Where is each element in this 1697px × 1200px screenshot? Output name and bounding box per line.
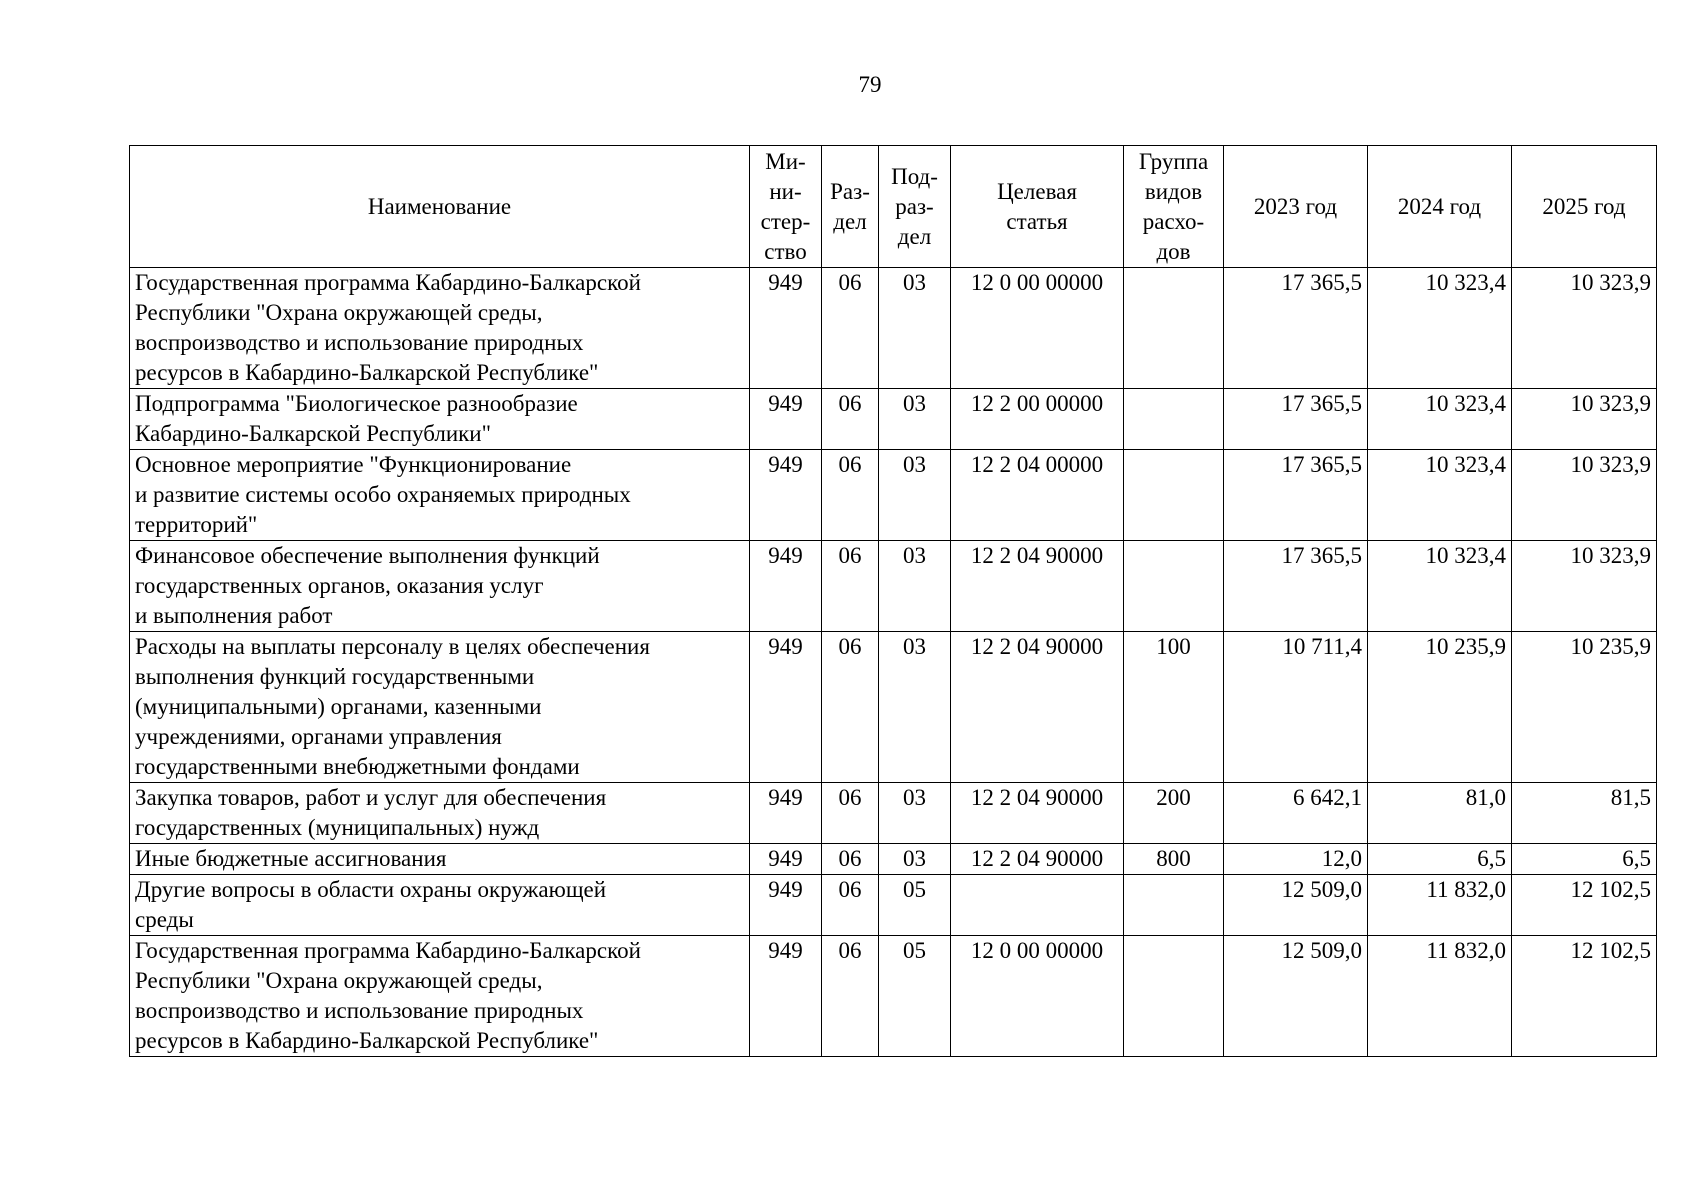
cell-name: Государственная программа Кабардино-Балкарской Республики "Охрана окружающей среды, воспроизводство и использование природных ресурсов в Кабардино-Балкарской Республике"	[130, 936, 750, 1057]
cell-group	[1124, 936, 1224, 1057]
header-section: Раз- дел	[822, 146, 879, 268]
table-row	[130, 632, 1657, 783]
cell-2025: 10 323,9	[1512, 450, 1657, 541]
cell-2023: 17 365,5	[1224, 389, 1368, 450]
budget-table	[129, 145, 1657, 1057]
cell-subsection: 03	[879, 450, 951, 541]
cell-name: Иные бюджетные ассигнования	[130, 844, 750, 875]
cell-subsection: 05	[879, 875, 951, 936]
cell-ministry: 949	[750, 875, 822, 936]
cell-2024: 10 323,4	[1368, 389, 1512, 450]
table-row	[130, 844, 1657, 875]
cell-target: 12 2 00 00000	[951, 389, 1124, 450]
cell-target: 12 2 04 00000	[951, 450, 1124, 541]
cell-2023: 12 509,0	[1224, 936, 1368, 1057]
cell-group	[1124, 541, 1224, 632]
cell-subsection: 03	[879, 541, 951, 632]
cell-name: Государственная программа Кабардино-Балкарской Республики "Охрана окружающей среды, воспроизводство и использование природных ресурсов в Кабардино-Балкарской Республике"	[130, 268, 750, 389]
cell-subsection: 03	[879, 389, 951, 450]
cell-2023: 10 711,4	[1224, 632, 1368, 783]
cell-2023: 17 365,5	[1224, 541, 1368, 632]
cell-target: 12 2 04 90000	[951, 844, 1124, 875]
cell-name: Другие вопросы в области охраны окружающей среды	[130, 875, 750, 936]
header-2024: 2024 год	[1368, 146, 1512, 268]
cell-target: 12 2 04 90000	[951, 541, 1124, 632]
header-target: Целевая статья	[951, 146, 1124, 268]
cell-2025: 10 323,9	[1512, 389, 1657, 450]
cell-2023: 6 642,1	[1224, 783, 1368, 844]
cell-ministry: 949	[750, 844, 822, 875]
cell-ministry: 949	[750, 783, 822, 844]
header-row	[130, 146, 1657, 268]
cell-2025: 12 102,5	[1512, 936, 1657, 1057]
cell-group	[1124, 268, 1224, 389]
cell-2023: 12,0	[1224, 844, 1368, 875]
cell-name: Финансовое обеспечение выполнения функций государственных органов, оказания услуг и выполнения работ	[130, 541, 750, 632]
cell-subsection: 03	[879, 632, 951, 783]
header-ministry: Ми- ни- стер- ство	[750, 146, 822, 268]
cell-target: 12 0 00 00000	[951, 936, 1124, 1057]
cell-2023: 17 365,5	[1224, 268, 1368, 389]
cell-subsection: 03	[879, 783, 951, 844]
cell-2025: 81,5	[1512, 783, 1657, 844]
cell-section: 06	[822, 844, 879, 875]
cell-group	[1124, 450, 1224, 541]
cell-2024: 11 832,0	[1368, 875, 1512, 936]
cell-ministry: 949	[750, 389, 822, 450]
cell-section: 06	[822, 389, 879, 450]
cell-group: 800	[1124, 844, 1224, 875]
cell-name: Расходы на выплаты персоналу в целях обеспечения выполнения функций государственными (муниципальными) органами, казенными учреждениями, органами управления государственными внебюджетными фондами	[130, 632, 750, 783]
cell-ministry: 949	[750, 268, 822, 389]
cell-ministry: 949	[750, 936, 822, 1057]
table-row	[130, 268, 1657, 389]
page-number: 79	[858, 72, 882, 97]
cell-section: 06	[822, 632, 879, 783]
cell-2024: 81,0	[1368, 783, 1512, 844]
table-row	[130, 389, 1657, 450]
cell-2023: 12 509,0	[1224, 875, 1368, 936]
cell-2025: 10 323,9	[1512, 541, 1657, 632]
header-2025: 2025 год	[1512, 146, 1657, 268]
cell-group	[1124, 389, 1224, 450]
table-row	[130, 936, 1657, 1057]
cell-target	[951, 875, 1124, 936]
cell-section: 06	[822, 875, 879, 936]
cell-2025: 10 235,9	[1512, 632, 1657, 783]
table-row	[130, 450, 1657, 541]
cell-group: 100	[1124, 632, 1224, 783]
cell-target: 12 0 00 00000	[951, 268, 1124, 389]
cell-2024: 10 323,4	[1368, 268, 1512, 389]
cell-2025: 12 102,5	[1512, 875, 1657, 936]
cell-subsection: 05	[879, 936, 951, 1057]
header-name: Наименование	[130, 146, 750, 268]
cell-group	[1124, 875, 1224, 936]
cell-2024: 11 832,0	[1368, 936, 1512, 1057]
cell-section: 06	[822, 450, 879, 541]
cell-section: 06	[822, 541, 879, 632]
cell-2025: 6,5	[1512, 844, 1657, 875]
table-row	[130, 541, 1657, 632]
cell-target: 12 2 04 90000	[951, 632, 1124, 783]
cell-name: Основное мероприятие "Функционирование и развитие системы особо охраняемых природных территорий"	[130, 450, 750, 541]
header-subsection: Под- раз- дел	[879, 146, 951, 268]
cell-name: Закупка товаров, работ и услуг для обеспечения государственных (муниципальных) нужд	[130, 783, 750, 844]
table-row	[130, 783, 1657, 844]
cell-2024: 10 323,4	[1368, 450, 1512, 541]
cell-2024: 10 323,4	[1368, 541, 1512, 632]
cell-ministry: 949	[750, 450, 822, 541]
cell-target: 12 2 04 90000	[951, 783, 1124, 844]
table-row	[130, 875, 1657, 936]
cell-section: 06	[822, 268, 879, 389]
cell-section: 06	[822, 936, 879, 1057]
cell-2023: 17 365,5	[1224, 450, 1368, 541]
cell-group: 200	[1124, 783, 1224, 844]
cell-ministry: 949	[750, 632, 822, 783]
cell-2024: 6,5	[1368, 844, 1512, 875]
cell-subsection: 03	[879, 844, 951, 875]
header-2023: 2023 год	[1224, 146, 1368, 268]
cell-subsection: 03	[879, 268, 951, 389]
cell-2024: 10 235,9	[1368, 632, 1512, 783]
cell-ministry: 949	[750, 541, 822, 632]
cell-2025: 10 323,9	[1512, 268, 1657, 389]
cell-section: 06	[822, 783, 879, 844]
header-expense-group: Группа видов расхо- дов	[1124, 146, 1224, 268]
cell-name: Подпрограмма "Биологическое разнообразие Кабардино-Балкарской Республики"	[130, 389, 750, 450]
